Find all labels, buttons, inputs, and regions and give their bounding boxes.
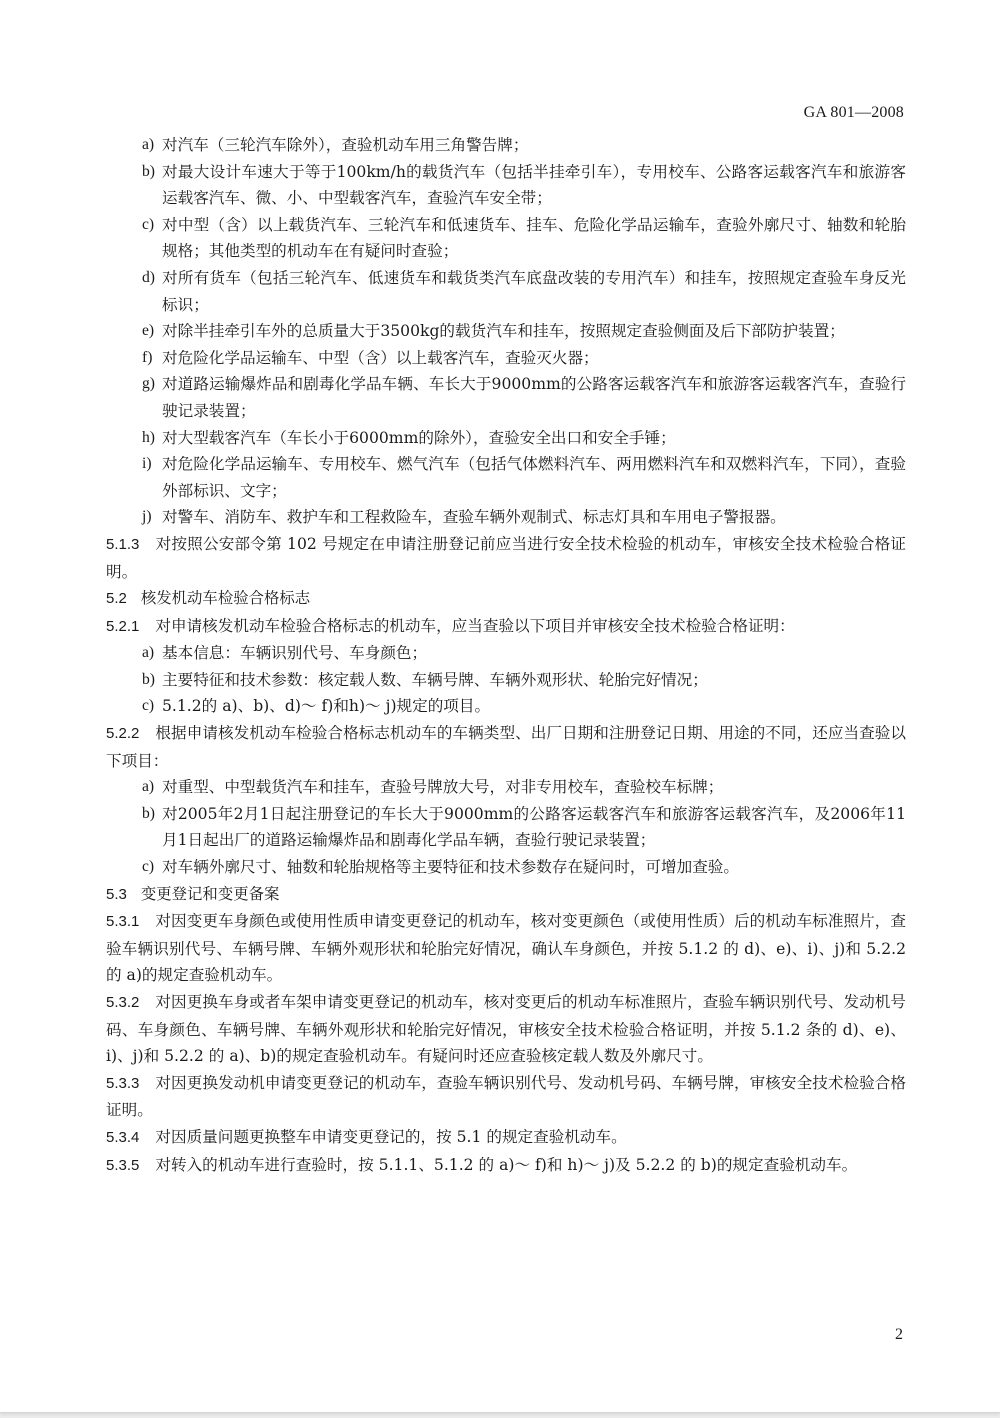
list-marker: b) (142, 670, 155, 688)
list-item-5-2-2-c (106, 854, 906, 881)
list-marker: b) (142, 162, 155, 180)
list-marker: g) (142, 375, 155, 393)
clause-number: 5.3.2 (106, 994, 140, 1011)
clause-text: 对因更换发动机申请变更登记的机动车，查验车辆识别代号、发动机号码、车辆号牌，审核安全技术检验合格证明。 (106, 1073, 906, 1120)
clause-5-3-5 (106, 1152, 906, 1180)
section-number: 5.2 (106, 590, 127, 608)
clause-text: 根据申请核发机动车检验合格标志机动车的车辆类型、出厂日期和注册登记日期、用途的不同，还应当查验以下项目： (106, 724, 906, 770)
section-heading-5-3 (106, 881, 906, 909)
list-item-text: 对大型载客汽车（车长小于6000mm的除外），查验安全出口和安全手锤； (162, 428, 676, 447)
list-item-5-1-2-c (106, 212, 906, 265)
clause-text: 对因更换车身或者车架申请变更登记的机动车，核对变更后的机动车标准照片，查验车辆识别代号、发动机号码、车身颜色、车辆号牌、车辆外观形状和轮胎完好情况，审核安全技术检验合格证明，并按 5.1.2 条的 d)、e)、i)、j)和 5.2.2 的 a)、b)的规定查验机动车。有疑问时还应查验核定载人数及外廓尺寸。 (106, 993, 906, 1066)
list-item-5-2-1-a (106, 640, 906, 667)
list-item-5-1-2-h (106, 425, 906, 452)
clause-number: 5.2.1 (106, 617, 140, 635)
list-item-5-2-2-b (106, 801, 906, 854)
list-item-text: 5.1.2的 a)、b)、d)～ f)和h)～ j)规定的项目。 (162, 697, 491, 716)
clause-text: 对申请核发机动车检验合格标志的机动车，应当查验以下项目并审核安全技术检验合格证明： (155, 616, 795, 635)
list-item-text: 对汽车（三轮汽车除外），查验机动车用三角警告牌； (162, 136, 529, 154)
list-item-5-1-2-g (106, 371, 906, 424)
list-item-text: 对2005年2月1日起注册登记的车长大于9000mm的公路客运载客汽车和旅游客运载客汽车，及2006年11月1日起出厂的道路运输爆炸品和剧毒化学品车辆，查验行驶记录装置； (162, 804, 906, 850)
list-item-text: 对最大设计车速大于等于100km/h的载货汽车（包括半挂牵引车），专用校车、公路客运载客汽车和旅游客运载客汽车、微、小、中型载客汽车，查验汽车安全带； (162, 162, 906, 208)
clause-5-3-2 (106, 989, 906, 1070)
list-marker: a) (142, 136, 155, 153)
list-item-text: 基本信息：车辆识别代号、车身颜色； (162, 644, 428, 663)
clause-5-3-1 (106, 908, 906, 989)
list-item-5-1-2-b (106, 159, 906, 212)
document-body (106, 132, 906, 1179)
list-item-5-2-2-a (106, 774, 906, 801)
clause-5-3-3 (106, 1070, 906, 1124)
list-item-5-2-1-c (106, 693, 906, 720)
list-marker: i) (142, 455, 152, 473)
clause-5-1-3 (106, 531, 906, 585)
clause-number: 5.3.5 (106, 1156, 140, 1174)
list-marker: a) (142, 644, 155, 662)
clause-number: 5.1.3 (106, 535, 140, 553)
clause-text: 对转入的机动车进行查验时，按 5.1.1、5.1.2 的 a)～ f)和 h)～ j)及 5.2.2 的 b)的规定查验机动车。 (155, 1155, 858, 1174)
clause-5-2-2 (106, 720, 906, 774)
clause-number: 5.3.4 (106, 1128, 140, 1146)
list-marker: f) (142, 348, 153, 366)
list-marker: c) (142, 697, 155, 715)
list-marker: c) (142, 215, 155, 233)
list-item-5-1-2-a (106, 132, 906, 159)
list-item-text: 对中型（含）以上载货汽车、三轮汽车和低速货车、挂车、危险化学品运输车，查验外廓尺寸、轴数和轮胎规格；其他类型的机动车在有疑问时查验； (162, 215, 906, 261)
clause-number: 5.2.2 (106, 725, 140, 743)
clause-5-2-1 (106, 613, 906, 641)
clause-5-3-4 (106, 1124, 906, 1152)
clause-number: 5.3.3 (106, 1074, 140, 1092)
section-heading-5-2 (106, 585, 906, 613)
list-item-5-1-2-e (106, 318, 906, 345)
list-item-text: 对危险化学品运输车、专用校车、燃气汽车（包括气体燃料汽车、两用燃料汽车和双燃料汽车，下同），查验外部标识、文字； (162, 455, 906, 500)
list-item-text: 主要特征和技术参数：核定载人数、车辆号牌、车辆外观形状、轮胎完好情况； (162, 670, 708, 689)
section-title: 核发机动车检验合格标志 (140, 589, 311, 608)
list-marker: e) (142, 322, 155, 340)
list-item-text: 对所有货车（包括三轮汽车、低速货车和载货类汽车底盘改装的专用汽车）和挂车，按照规定查验车身反光标识； (162, 268, 906, 314)
list-item-text: 对重型、中型载货汽车和挂车，查验号牌放大号，对非专用校车，查验校车标牌； (162, 778, 724, 797)
list-marker: h) (142, 428, 155, 446)
clause-text: 对因质量问题更换整车申请变更登记的，按 5.1 的规定查验机动车。 (155, 1127, 627, 1146)
list-marker: b) (142, 804, 155, 822)
list-marker: c) (142, 858, 155, 876)
list-item-text: 对除半挂牵引车外的总质量大于3500kg的载货汽车和挂车，按照规定查验侧面及后下部防护装置； (162, 322, 845, 341)
section-title: 变更登记和变更备案 (140, 884, 280, 903)
list-item-text: 对警车、消防车、救护车和工程救险车，查验车辆外观制式、标志灯具和车用电子警报器。 (162, 508, 786, 527)
list-item-text: 对危险化学品运输车、中型（含）以上载客汽车，查验灭火器； (162, 348, 599, 367)
page-number: 2 (895, 1326, 903, 1343)
list-marker: a) (142, 778, 155, 796)
clause-text: 对因变更车身颜色或使用性质申请变更登记的机动车，核对变更颜色（或使用性质）后的机动车标准照片，查验车辆识别代号、车辆号牌、车辆外观形状和轮胎完好情况，确认车身颜色，并按 5.1.2 的 d)、e)、i)、j)和 5.2.2 的 a)的规定查验机动车。 (106, 912, 906, 985)
standard-code-header: GA 801—2008 (803, 104, 904, 121)
list-item-5-1-2-i (106, 451, 906, 504)
list-item-5-2-1-b (106, 667, 906, 694)
list-item-5-1-2-f (106, 345, 906, 372)
list-item-text: 对车辆外廓尺寸、轴数和轮胎规格等主要特征和技术参数存在疑问时，可增加查验。 (162, 858, 739, 877)
clause-number: 5.3.1 (106, 913, 140, 931)
list-item-5-1-2-j (106, 504, 906, 531)
section-number: 5.3 (106, 885, 127, 903)
list-marker: j) (142, 508, 152, 526)
clause-text: 对按照公安部令第 102 号规定在申请注册登记前应当进行安全技术检验的机动车，审核安全技术检验合格证明。 (106, 534, 906, 581)
list-item-5-1-2-d (106, 265, 906, 318)
list-item-text: 对道路运输爆炸品和剧毒化学品车辆、车长大于9000mm的公路客运载客汽车和旅游客运载客汽车，查验行驶记录装置； (162, 375, 906, 420)
list-marker: d) (142, 268, 155, 286)
